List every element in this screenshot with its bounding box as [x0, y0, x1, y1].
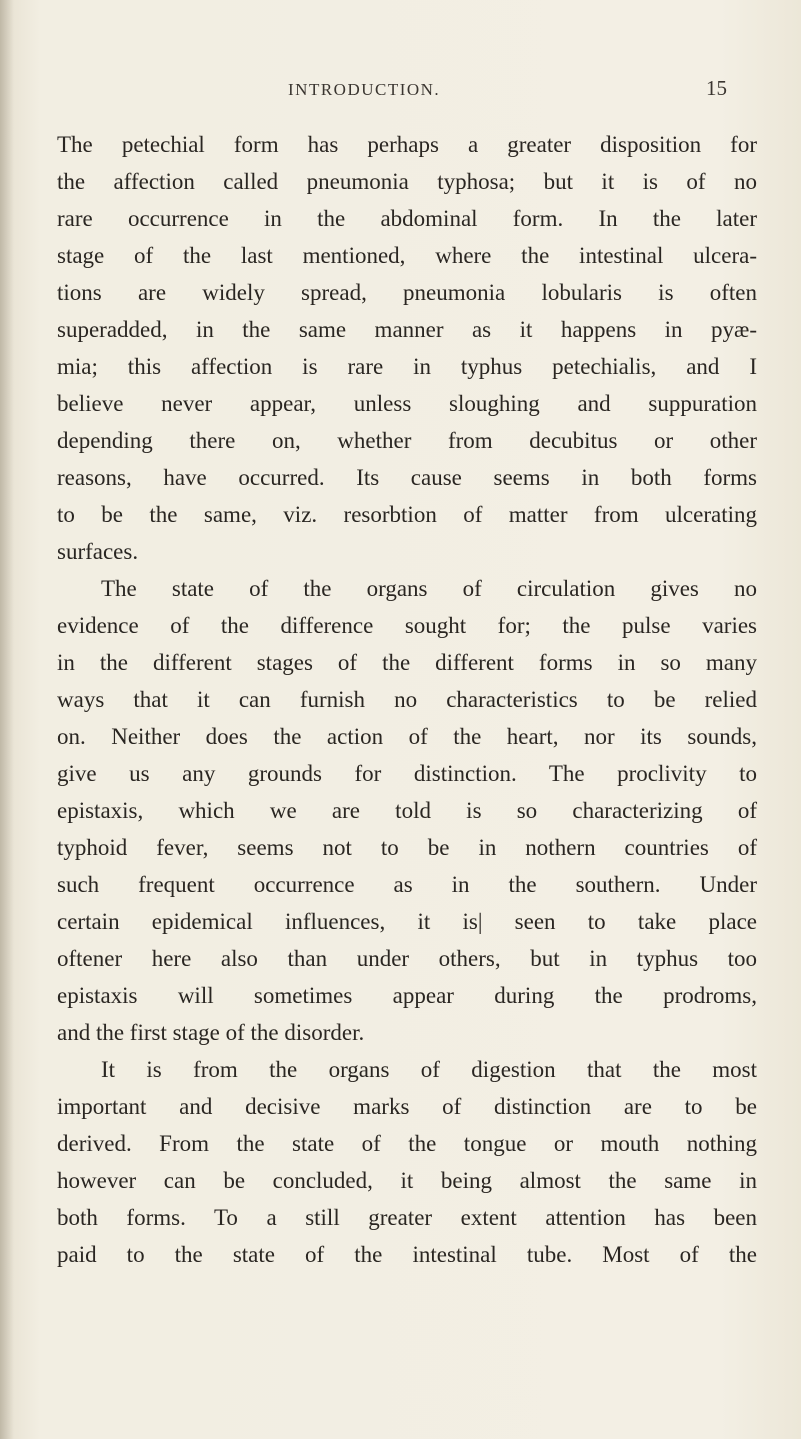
- text-line: typhoid fever, seems not to be in nothern countries of: [57, 835, 757, 860]
- text-line: rare occurrence in the abdominal form. In the later: [57, 206, 757, 231]
- text-line: to be the same, viz. resorbtion of matter from ulcerating: [57, 502, 757, 527]
- text-line: the affection called pneumonia typhosa; but it is of no: [57, 169, 757, 194]
- gutter-shadow: [0, 0, 14, 1439]
- running-head: INTRODUCTION.: [288, 80, 441, 99]
- text-line: certain epidemical influences, it is| seen to take place: [57, 909, 757, 934]
- text-line: oftener here also than under others, but in typhus too: [57, 946, 757, 971]
- text-line: such frequent occurrence as in the southern. Under: [57, 872, 757, 897]
- page-header: [0, 74, 801, 104]
- text-line: superadded, in the same manner as it happens in pyæ-: [57, 317, 757, 342]
- text-line: in the different stages of the different forms in so many: [57, 650, 757, 675]
- text-line: on. Neither does the action of the heart, nor its sounds,: [57, 724, 757, 749]
- text-line: surfaces.: [57, 539, 139, 564]
- text-line: evidence of the difference sought for; the pulse varies: [57, 613, 757, 638]
- text-line: give us any grounds for distinction. The proclivity to: [57, 761, 757, 786]
- text-line: however can be concluded, it being almost the same in: [57, 1168, 757, 1193]
- text-line: The petechial form has perhaps a greater disposition for: [57, 132, 757, 157]
- text-line: depending there on, whether from decubitus or other: [57, 428, 757, 453]
- text-line: believe never appear, unless sloughing and suppuration: [57, 391, 757, 416]
- text-line: and the first stage of the disorder.: [57, 1020, 365, 1045]
- page-number: 15: [706, 76, 727, 100]
- text-line: epistaxis, which we are told is so characterizing of: [57, 798, 757, 823]
- text-line: mia; this affection is rare in typhus petechialis, and I: [57, 354, 757, 379]
- text-line: paid to the state of the intestinal tube. Most of the: [57, 1242, 757, 1267]
- text-line: important and decisive marks of distinction are to be: [57, 1094, 757, 1119]
- text-line: stage of the last mentioned, where the intestinal ulcera-: [57, 243, 757, 268]
- text-line: ways that it can furnish no characteristics to be relied: [57, 687, 757, 712]
- text-line: reasons, have occurred. Its cause seems in both forms: [57, 465, 757, 490]
- body-text: [57, 126, 757, 1273]
- text-line: It is from the organs of digestion that the most: [101, 1057, 757, 1082]
- text-line: The state of the organs of circulation gives no: [101, 576, 757, 601]
- text-line: both forms. To a still greater extent attention has been: [57, 1205, 757, 1230]
- text-line: tions are widely spread, pneumonia lobularis is often: [57, 280, 757, 305]
- text-line: derived. From the state of the tongue or mouth nothing: [57, 1131, 757, 1156]
- text-line: epistaxis will sometimes appear during the prodroms,: [57, 983, 757, 1008]
